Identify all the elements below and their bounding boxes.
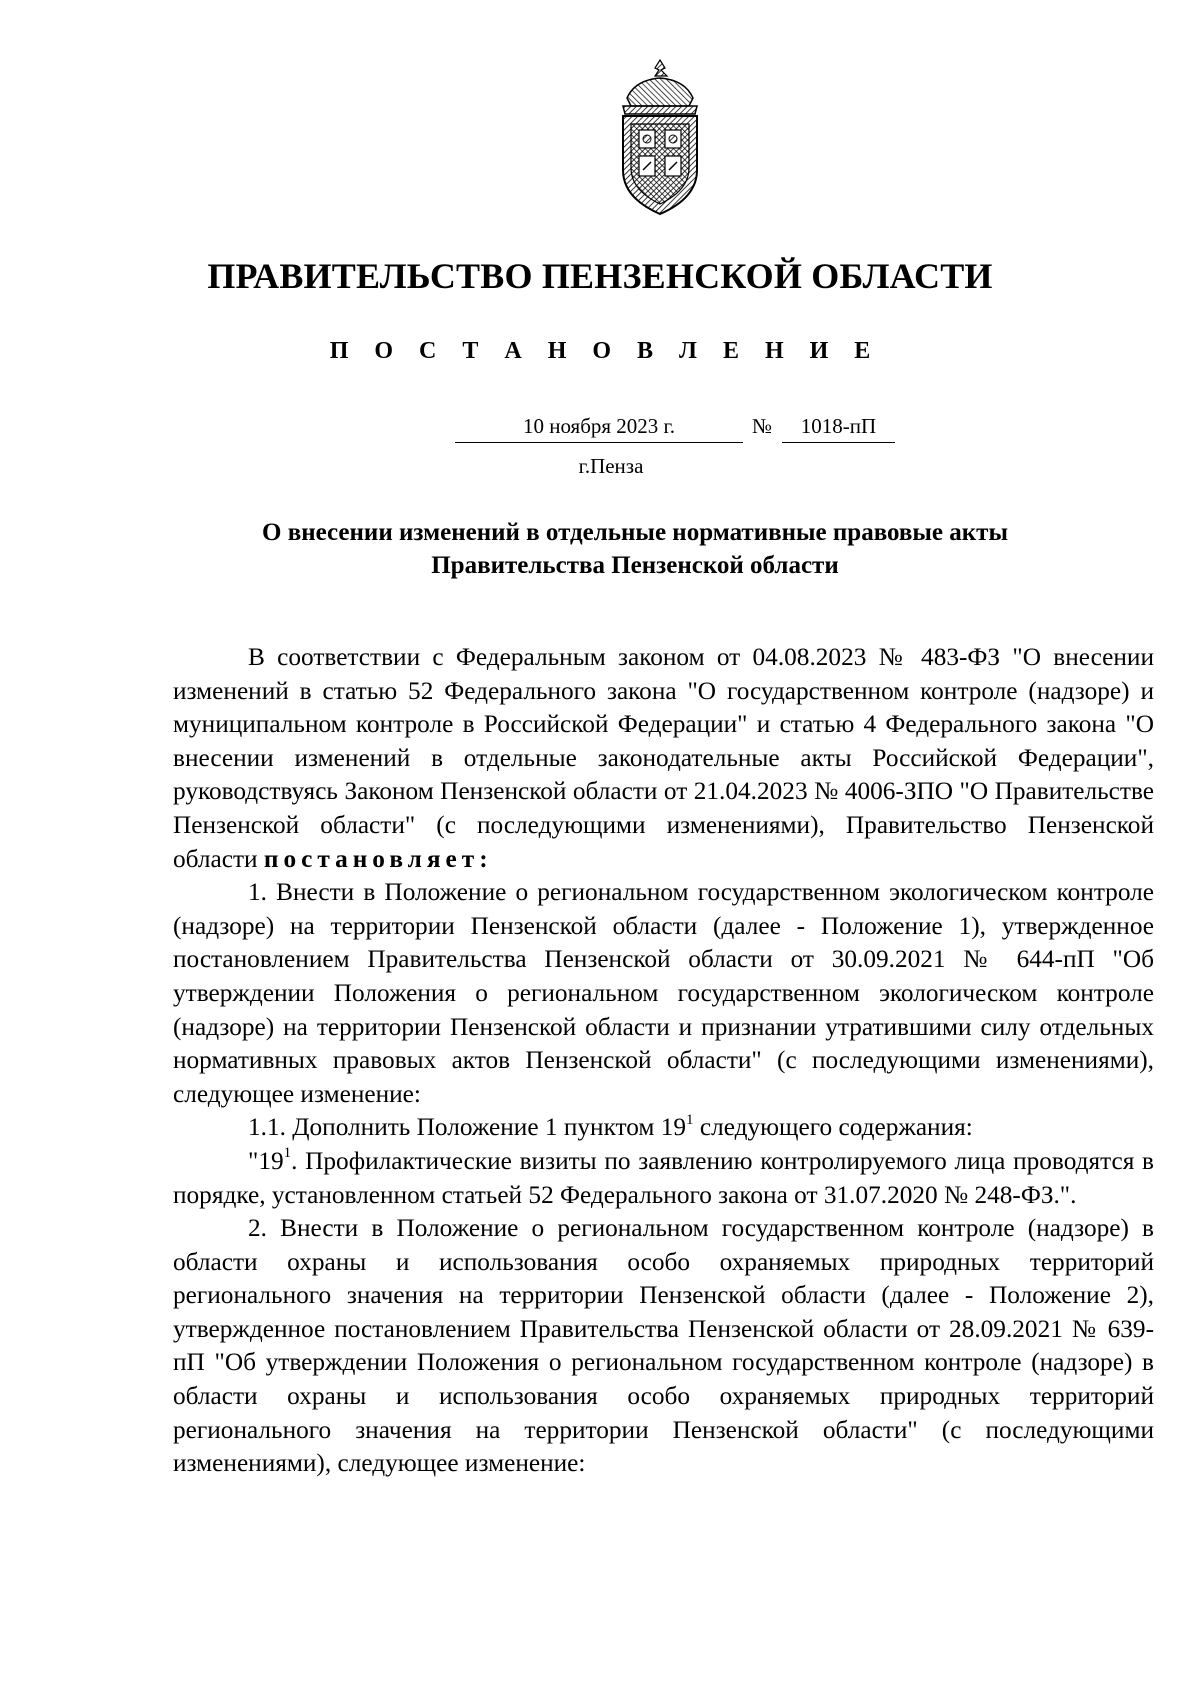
document-date: 10 ноября 2023 г. — [455, 412, 743, 443]
document-city: г.Пенза — [578, 454, 644, 478]
document-type: П О С Т А Н О В Л Е Н И Е — [329, 338, 881, 364]
document-subject — [170, 516, 1100, 582]
decree-colon: : — [479, 844, 488, 873]
document-body — [173, 641, 1154, 1481]
quoted-item-superscript: 1 — [283, 1145, 292, 1162]
number-sign: № — [752, 414, 773, 438]
item-1-1-text-after: следующего содержания: — [693, 1113, 973, 1142]
item-2-paragraph: 2. Внести в Положение о региональном государственном контроле (надзоре) в области охраны и использования особо охраняемых природных территорий регионального значения на территории Пензенской области (далее - Положение 2), утвержденное постановлением Правительства Пензенской области от 28.09.2021 № 639-пП "Об утверждении Положения о региональном государственном контроле (надзоре) в области охраны и использования особо охраняемых природных территорий регионального значения на территории Пензенской области" (с последующими изменениями), следующее изменение: — [173, 1214, 1154, 1478]
decree-word: постановляет — [263, 844, 480, 873]
preamble-text: В соответствии с Федеральным законом от 04.08.2023 № 483-ФЗ "О внесении изменений в статью 52 Федерального закона "О государственном контроле (надзоре) и муниципальном контроле в Российской Федерации" и статью 4 Федерального закона "О внесении изменений в отдельные законодательные акты Российской Федерации", руководствуясь Законом Пензенской области от 21.04.2023 № 4006-ЗПО "О Правительстве Пензенской области" (с последующими изменениями), Правительство Пензенской области — [173, 643, 1154, 873]
item-1-1-superscript: 1 — [686, 1111, 694, 1128]
quoted-item-19-1-paragraph — [173, 1145, 1154, 1212]
organization-title: ПРАВИТЕЛЬСТВО ПЕНЗЕНСКОЙ ОБЛАСТИ — [207, 256, 993, 296]
coat-of-arms-emblem — [605, 58, 715, 218]
preamble-paragraph — [173, 641, 1154, 876]
subject-line-2: Правительства Пензенской области — [431, 552, 839, 579]
subject-line-1: О внесении изменений в отдельные нормативные правовые акты — [262, 519, 1008, 546]
item-1-paragraph: 1. Внести в Положение о региональном государственном экологическом контроле (надзоре) на территории Пензенской области (далее - Положение 1), утвержденное постановлением Правительства Пензенской области от 30.09.2021 № 644-пП "Об утверждении Положения о региональном государственном экологическом контроле (надзоре) на территории Пензенской области и признании утратившими силу отдельных нормативных правовых актов Пензенской области" (с последующими изменениями), следующее изменение: — [173, 878, 1154, 1108]
document-number: 1018-пП — [782, 412, 895, 443]
quoted-item-text-after: . Профилактические визиты по заявлению контролируемого лица проводятся в порядке, установленном статьей 52 Федерального закона от 31.07.2020 № 248-ФЗ.". — [173, 1146, 1154, 1209]
item-1-1-text-before: 1.1. Дополнить Положение 1 пунктом 19 — [248, 1113, 687, 1142]
quoted-item-text-before: "19 — [248, 1146, 284, 1175]
item-1-1-paragraph — [173, 1111, 1154, 1145]
